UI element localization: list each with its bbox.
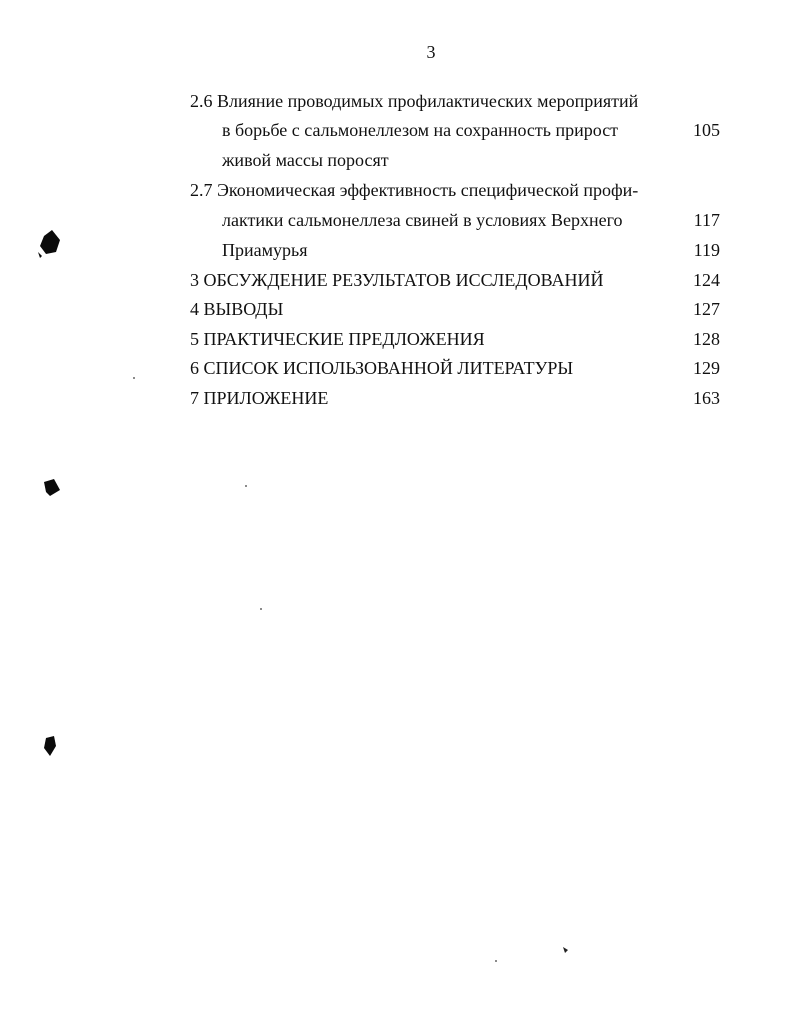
- toc-line: [190, 86, 720, 116]
- punch-hole-mark: [44, 736, 56, 756]
- toc-entry-page: 128: [693, 329, 720, 349]
- toc-line: [190, 235, 720, 265]
- toc-line: [190, 175, 720, 205]
- toc-entry-page: 119: [693, 240, 720, 260]
- toc-entry-page: 127: [693, 299, 720, 319]
- toc-line: [190, 145, 720, 175]
- toc-entry-text: 5 ПРАКТИЧЕСКИЕ ПРЕДЛОЖЕНИЯ: [190, 329, 485, 349]
- toc-line: [190, 115, 720, 145]
- page-number: 3: [426, 42, 436, 62]
- toc-line: [190, 353, 720, 383]
- toc-entry-text: 7 ПРИЛОЖЕНИЕ: [190, 388, 329, 408]
- punch-hole-mark: [44, 479, 60, 496]
- toc-entry-text: Приамурья: [222, 240, 308, 260]
- toc-entry-text: живой массы поросят: [222, 150, 389, 170]
- toc-entry-text: 3 ОБСУЖДЕНИЕ РЕЗУЛЬТАТОВ ИССЛЕДОВАНИЙ: [190, 270, 604, 290]
- speck: [133, 377, 135, 379]
- speck: [245, 485, 247, 487]
- toc-entry-page: 129: [693, 358, 720, 378]
- punch-hole-mark: [38, 252, 42, 258]
- toc-entry-text: 6 СПИСОК ИСПОЛЬЗОВАННОЙ ЛИТЕРАТУРЫ: [190, 358, 574, 378]
- punch-hole-mark: [40, 230, 60, 254]
- toc-entry-page: 105: [693, 120, 720, 140]
- toc-entry-text: 2.7 Экономическая эффективность специфической профи-: [190, 180, 639, 200]
- toc-line: [190, 205, 720, 235]
- toc-entry-text: 4 ВЫВОДЫ: [190, 299, 284, 319]
- speck: [563, 947, 568, 953]
- toc-line: [190, 383, 720, 413]
- toc-entry-page: 163: [693, 388, 720, 408]
- toc-line: [190, 265, 720, 295]
- speck: [260, 608, 262, 610]
- toc-entry-text: в борьбе с сальмонеллезом на сохранность прирост: [222, 120, 619, 140]
- toc-entry-page: 117: [693, 210, 720, 230]
- speck: [495, 960, 497, 962]
- toc-entry-page: 124: [693, 270, 720, 290]
- toc-entry-text: 2.6 Влияние проводимых профилактических мероприятий: [190, 91, 639, 111]
- toc-line: [190, 294, 720, 324]
- toc-entry-text: лактики сальмонеллеза свиней в условиях Верхнего: [222, 210, 623, 230]
- toc-line: [190, 324, 720, 354]
